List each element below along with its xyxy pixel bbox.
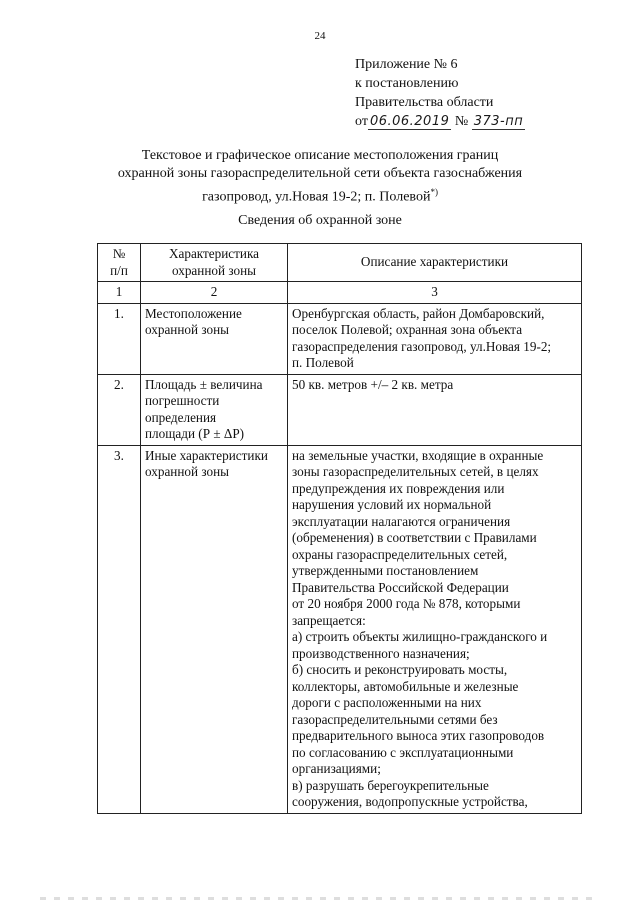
characteristic-line: охранной зоны: [145, 464, 230, 479]
characteristic-line: Местоположение: [145, 305, 242, 321]
description-line: газораспределения газопровод, ул.Новая 19-2;: [292, 338, 552, 354]
characteristic-line: охранной зоны: [145, 322, 230, 337]
section-heading: Сведения об охранной зоне: [238, 213, 402, 228]
index-cell-1: 1: [98, 282, 141, 304]
header-num-line-1: №: [112, 246, 126, 261]
description-line: а) строить объекты жилищно-гражданского и: [292, 629, 548, 644]
table-row: [98, 445, 582, 813]
description-line: Правительства Российской Федерации: [292, 579, 509, 595]
description-line: (обременения) в соответствии с Правилами: [292, 530, 537, 545]
row-number: 3.: [98, 445, 141, 813]
title-line-2: охранной зоны газораспределительной сети объекта газоснабжения: [117, 166, 523, 181]
description-line: коллекторы, автомобильные и железные: [292, 678, 519, 694]
appendix-block: [355, 55, 525, 131]
row-description: [288, 374, 582, 445]
appendix-line-1: Приложение № 6: [355, 57, 458, 72]
description-line: предупреждения их повреждения или: [292, 480, 505, 496]
footnote-mark: *): [430, 187, 438, 197]
number-sign: №: [454, 114, 469, 129]
table-header-row: [98, 244, 582, 282]
description-line: дороги с расположенными на них: [292, 695, 482, 710]
protection-zone-table: [97, 243, 582, 814]
description-line: охраны газораспределительных сетей,: [292, 546, 508, 562]
handwritten-date: 06.06.2019: [369, 114, 450, 129]
description-line: от 20 ноября 2000 года № 878, которыми: [292, 596, 521, 611]
header-characteristic-line-1: Характеристика: [168, 246, 260, 261]
description-line: зоны газораспределительных сетей, в целях: [292, 464, 539, 479]
description-line: организациями;: [292, 761, 381, 776]
description-line: эксплуатации налагаются ограничения: [292, 513, 511, 529]
title-line-3: [90, 183, 550, 207]
document-title: [90, 147, 550, 207]
description-line: сооружения, водопропускные устройства,: [292, 794, 528, 809]
index-cell-3: 3: [288, 282, 582, 304]
scan-edge-artifact: [40, 897, 600, 900]
handwritten-number: 373-пп: [473, 114, 524, 129]
header-characteristic-line-2: охранной зоны: [171, 262, 256, 278]
header-num-line-2: п/п: [110, 262, 128, 278]
description-line: нарушения условий их нормальной: [292, 497, 492, 512]
header-num: [98, 244, 141, 282]
description-line: в) разрушать берегоукрепительные: [292, 777, 489, 793]
characteristic-line: площади (Р ± ΔР): [145, 426, 245, 441]
description-line: 50 кв. метров +/– 2 кв. метра: [292, 376, 454, 392]
header-characteristic: [141, 244, 288, 282]
appendix-line-2: к постановлению: [355, 76, 459, 91]
title-line-3-text: газопровод, ул.Новая 19-2; п. Полевой: [202, 189, 431, 205]
characteristic-line: погрешности: [145, 393, 220, 408]
row-characteristic: [141, 374, 288, 445]
description-line: б) сносить и реконструировать мосты,: [292, 662, 508, 677]
page-number: 24: [314, 30, 326, 42]
row-characteristic: [141, 445, 288, 813]
row-description: [288, 303, 582, 374]
description-line: предварительного выноса этих газопроводов: [292, 728, 545, 743]
row-number: 2.: [98, 374, 141, 445]
characteristic-line: определения: [145, 409, 217, 425]
title-line-1: Текстовое и графическое описание местоположения границ: [141, 148, 499, 163]
description-line: п. Полевой: [292, 355, 354, 370]
appendix-date-line: [355, 112, 525, 131]
description-line: на земельные участки, входящие в охранные: [292, 447, 544, 463]
date-prefix: от: [355, 114, 368, 129]
header-description: Описание характеристики: [288, 244, 582, 282]
characteristic-line: Иные характеристики: [145, 447, 268, 463]
table-index-row: [98, 282, 582, 304]
characteristic-line: Площадь ± величина: [145, 376, 263, 392]
description-line: Оренбургская область, район Домбаровский,: [292, 305, 545, 321]
index-cell-2: 2: [141, 282, 288, 304]
row-description: [288, 445, 582, 813]
table-row: [98, 303, 582, 374]
row-number: 1.: [98, 303, 141, 374]
description-line: поселок Полевой; охранная зона объекта: [292, 322, 523, 337]
appendix-line-3: Правительства области: [355, 95, 494, 110]
description-line: по согласованию с эксплуатационными: [292, 744, 514, 760]
table-row: [98, 374, 582, 445]
description-line: газораспределительными сетями без: [292, 711, 498, 727]
description-line: запрещается:: [292, 612, 366, 628]
description-line: утвержденными постановлением: [292, 563, 479, 578]
row-characteristic: [141, 303, 288, 374]
description-line: производственного назначения;: [292, 645, 470, 661]
